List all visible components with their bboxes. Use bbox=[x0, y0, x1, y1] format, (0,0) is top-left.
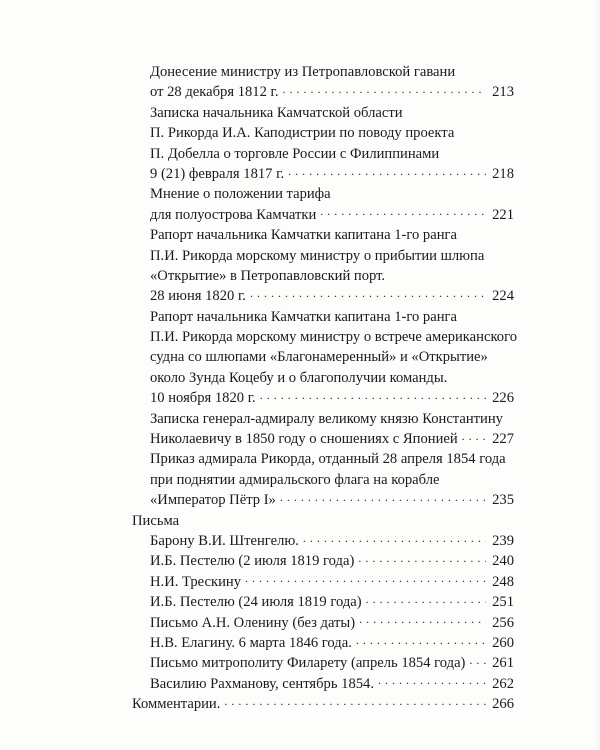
toc-entry-line bbox=[132, 184, 514, 204]
toc-entry-text: при поднятии адмиральского флага на корабле bbox=[150, 471, 440, 488]
toc-entry-line bbox=[132, 327, 518, 347]
toc-page-number: 261 bbox=[492, 655, 514, 672]
toc-page-number: 240 bbox=[492, 553, 514, 570]
toc-entry-line bbox=[132, 409, 514, 429]
toc-entry-line bbox=[132, 592, 514, 612]
toc-entry-line bbox=[132, 347, 514, 367]
toc-page-number: 218 bbox=[492, 165, 514, 182]
dot-leader bbox=[224, 696, 486, 708]
toc-entry-line bbox=[132, 388, 514, 408]
toc-page-number: 266 bbox=[492, 696, 514, 713]
toc-entry-line bbox=[132, 62, 514, 82]
toc-entry-text: П.И. Рикорда морскому министру о прибытии шлюпа bbox=[150, 247, 485, 264]
toc-entry-text: Записка генерал-адмиралу великому князю Константину bbox=[150, 410, 503, 427]
dot-leader bbox=[378, 676, 486, 688]
toc-entry-text: «Открытие» в Петропавловский порт. bbox=[150, 267, 386, 284]
dot-leader bbox=[245, 574, 486, 586]
toc-entry-text: П. Добелла о торговле России с Филиппинами bbox=[150, 145, 440, 162]
toc-entry-text: от 28 декабря 1812 г. bbox=[150, 84, 279, 101]
toc-page-number: 239 bbox=[492, 532, 514, 549]
toc-entry-text: «Император Пётр I» bbox=[150, 492, 276, 509]
dot-leader bbox=[358, 553, 486, 565]
toc-entry-text: Записка начальника Камчатской области bbox=[150, 104, 403, 121]
toc-entry-text: Рапорт начальника Камчатки капитана 1-го ранга bbox=[150, 308, 457, 325]
toc-page-number: 251 bbox=[492, 594, 514, 611]
toc-page-number: 226 bbox=[492, 390, 514, 407]
dot-leader bbox=[366, 594, 486, 606]
dot-leader bbox=[469, 655, 486, 667]
toc-entry-line bbox=[132, 531, 514, 551]
dot-leader bbox=[303, 533, 486, 545]
toc-page-number: 224 bbox=[492, 288, 514, 305]
dot-leader bbox=[250, 288, 486, 300]
toc-entry-line bbox=[132, 368, 514, 388]
toc-entry-text: 9 (21) февраля 1817 г. bbox=[150, 165, 285, 182]
toc-entry-text: Письмо А.Н. Оленину (без даты) bbox=[150, 614, 356, 631]
toc-page-number: 221 bbox=[492, 206, 514, 223]
toc-entry-line bbox=[132, 613, 514, 633]
toc-entry-line bbox=[132, 225, 514, 245]
toc-page-number: 262 bbox=[492, 675, 514, 692]
toc-page-number: 213 bbox=[492, 84, 514, 101]
toc-entry-text: Комментарии. bbox=[132, 696, 221, 713]
toc-page-number: 227 bbox=[492, 431, 514, 448]
toc-entry-line bbox=[132, 572, 514, 592]
toc-entry-text: Н.В. Елагину. 6 марта 1846 года. bbox=[150, 634, 352, 651]
toc-page-number: 256 bbox=[492, 614, 514, 631]
toc-entry-line bbox=[132, 429, 514, 449]
dot-leader bbox=[359, 615, 486, 627]
toc-entry-text: Приказ адмирала Рикорда, отданный 28 апреля 1854 года bbox=[150, 451, 506, 468]
toc-entry-text: Рапорт начальника Камчатки капитана 1-го ранга bbox=[150, 227, 457, 244]
toc-entry-line bbox=[132, 307, 514, 327]
toc-entry-text: Письмо митрополиту Филарету (апрель 1854 года) bbox=[150, 655, 466, 672]
toc-page-number: 235 bbox=[492, 492, 514, 509]
toc-section-heading bbox=[132, 511, 514, 531]
toc-entry-text: Письма bbox=[132, 512, 180, 529]
dot-leader bbox=[288, 166, 486, 178]
toc-section-heading bbox=[132, 694, 514, 714]
toc-entry-text: около Зунда Коцебу и о благополучии команды. bbox=[150, 369, 448, 386]
toc-entry-line bbox=[132, 164, 514, 184]
toc-entry-line bbox=[132, 551, 514, 571]
dot-leader bbox=[462, 431, 486, 443]
dot-leader bbox=[356, 635, 486, 647]
dot-leader bbox=[320, 207, 486, 219]
toc-entry-text: Барону В.И. Штенгелю. bbox=[150, 532, 299, 549]
toc-entry-text: Василию Рахманову, сентябрь 1854. bbox=[150, 675, 374, 692]
toc-entry-text: 28 июня 1820 г. bbox=[150, 288, 246, 305]
toc-entry-text: Донесение министру из Петропавловской гавани bbox=[150, 64, 456, 80]
toc-entry-line bbox=[132, 653, 514, 673]
toc-entry-text: И.Б. Пестелю (24 июля 1819 года) bbox=[150, 594, 362, 611]
toc-entry-text: И.Б. Пестелю (2 июля 1819 года) bbox=[150, 553, 355, 570]
toc-entry-text: П. Рикорда И.А. Каподистрии по поводу проекта bbox=[150, 125, 455, 142]
toc-entry-line bbox=[132, 674, 514, 694]
toc-entry-line bbox=[132, 246, 514, 266]
table-of-contents bbox=[132, 62, 518, 715]
toc-entry-line bbox=[132, 144, 514, 164]
toc-entry-line bbox=[132, 449, 514, 469]
toc-entry-line bbox=[132, 82, 514, 102]
toc-entry-text: Мнение о положении тарифа bbox=[150, 186, 331, 203]
toc-page-number: 248 bbox=[492, 573, 514, 590]
toc-entry-line bbox=[132, 470, 514, 490]
toc-entry-text: 10 ноября 1820 г. bbox=[150, 390, 256, 407]
toc-entry-text: судна со шлюпами «Благонамеренный» и «Открытие» bbox=[150, 349, 488, 366]
toc-entry-line bbox=[132, 103, 514, 123]
toc-entry-line bbox=[132, 266, 514, 286]
page-edge-shadow bbox=[594, 0, 600, 750]
toc-entry-text: Николаевичу в 1850 году о сношениях с Японией bbox=[150, 431, 458, 448]
toc-page-number: 260 bbox=[492, 634, 514, 651]
dot-leader bbox=[260, 390, 486, 402]
toc-entry-text: для полуострова Камчатки bbox=[150, 206, 317, 223]
dot-leader bbox=[280, 492, 486, 504]
toc-entry-text: Н.И. Трескину bbox=[150, 573, 242, 590]
toc-entry-line bbox=[132, 205, 514, 225]
toc-entry-line bbox=[132, 286, 514, 306]
dot-leader bbox=[283, 84, 486, 96]
toc-entry-text: П.И. Рикорда морскому министру о встрече американского bbox=[150, 329, 518, 346]
toc-entry-line bbox=[132, 633, 514, 653]
toc-entry-line bbox=[132, 123, 514, 143]
toc-entry-line bbox=[132, 490, 514, 510]
